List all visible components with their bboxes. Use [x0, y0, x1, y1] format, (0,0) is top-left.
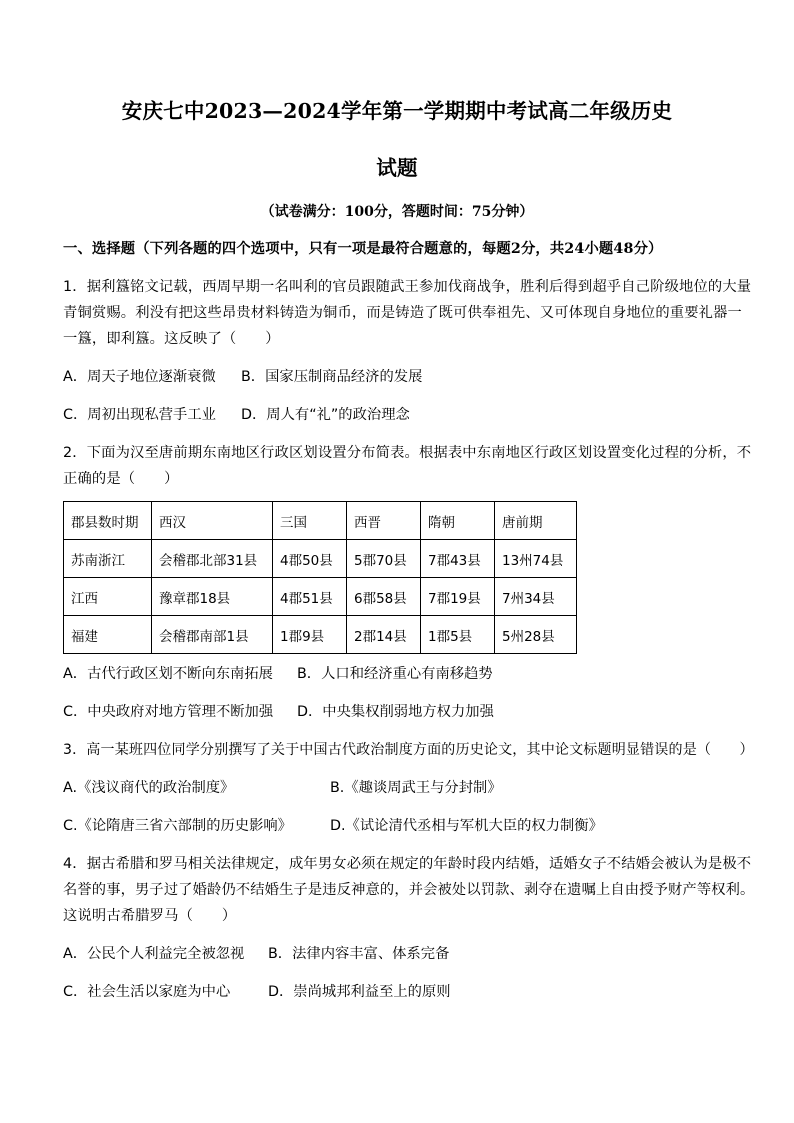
table-cell: 2郡14县: [347, 616, 421, 654]
table-cell: 苏南浙江: [64, 540, 152, 578]
q3-option-c: C.《论隋唐三省六部制的历史影响》: [63, 818, 292, 834]
table-cell: 5郡70县: [347, 540, 421, 578]
table-cell: 江西: [64, 578, 152, 616]
table-cell: 4郡50县: [273, 540, 347, 578]
exam-subtitle: （试卷满分：100分，答题时间：75分钟）: [260, 204, 534, 220]
table-cell: 13州74县: [495, 540, 577, 578]
q2-option-d: D．中央集权削弱地方权力加强: [297, 704, 494, 720]
q3-option-b: B.《趣谈周武王与分封制》: [330, 780, 502, 796]
q1-option-b: B．国家压制商品经济的发展: [241, 369, 423, 385]
table-header-cell: 三国: [273, 502, 347, 540]
table-header-row: [64, 502, 577, 540]
q4-option-d: D．崇尚城邦利益至上的原则: [268, 984, 451, 1000]
table-cell: 会稽郡北部31县: [152, 540, 273, 578]
q4-line-1: 4．据古希腊和罗马相关法律规定，成年男女必须在规定的年龄时段内结婚，适婚女子不结婚会被认为是极不: [63, 856, 752, 872]
q1-line-3: 一簋，即利簋。这反映了（ ）: [63, 331, 280, 347]
q4-option-a: A．公民个人利益完全被忽视: [63, 946, 245, 962]
q2-option-b: B．人口和经济重心有南移趋势: [297, 666, 493, 682]
q1-option-a: A．周天子地位逐渐衰微: [63, 369, 216, 385]
q2-option-a: A．古代行政区划不断向东南拓展: [63, 666, 273, 682]
table-row: [64, 540, 577, 578]
table-cell: 福建: [64, 616, 152, 654]
table-cell: 会稽郡南部1县: [152, 616, 273, 654]
table-cell: 豫章郡18县: [152, 578, 273, 616]
q3-line-1: 3．高一某班四位同学分别撰写了关于中国古代政治制度方面的历史论文，其中论文标题明显错误的是（ ）: [63, 742, 754, 758]
admin-division-table: [63, 501, 577, 654]
table-cell: 4郡51县: [273, 578, 347, 616]
table-header-cell: 唐前期: [495, 502, 577, 540]
table-cell: 7郡19县: [421, 578, 495, 616]
exam-title-line2: 试题: [376, 156, 418, 180]
q3-option-d: D.《试论清代丞相与军机大臣的权力制衡》: [330, 818, 603, 834]
q1-line-1: 1．据利簋铭文记载，西周早期一名叫利的官员跟随武王参加伐商战争，胜利后得到超乎自己阶级地位的大量: [63, 279, 752, 295]
table-cell: 5州28县: [495, 616, 577, 654]
q1-option-d: D．周人有“礼”的政治理念: [241, 407, 410, 423]
q3-option-a: A.《浅议商代的政治制度》: [63, 780, 235, 796]
table-header-cell: 郡县数时期: [64, 502, 152, 540]
q4-option-b: B．法律内容丰富、体系完备: [268, 946, 450, 962]
section-heading: 一、选择题（下列各题的四个选项中，只有一项是最符合题意的，每题2分，共24小题48分）: [63, 241, 663, 257]
q4-option-c: C．社会生活以家庭为中心: [63, 984, 231, 1000]
table-cell: 7郡43县: [421, 540, 495, 578]
q2-option-c: C．中央政府对地方管理不断加强: [63, 704, 274, 720]
q2-line-1: 2．下面为汉至唐前期东南地区行政区划设置分布简表。根据表中东南地区行政区划设置变化过程的分析，不: [63, 445, 752, 461]
q4-line-2: 名誉的事，男子过了婚龄仍不结婚生子是违反神意的，并会被处以罚款、剥夺在遗嘱上自由授予财产等权利。: [63, 882, 755, 898]
exam-title-line1: 安庆七中2023—2024学年第一学期期中考试高二年级历史: [121, 99, 673, 123]
q1-line-2: 青铜赏赐。利没有把这些昂贵材料铸造为铜币，而是铸造了既可供奉祖先、又可体现自身地位的重要礼器一: [63, 305, 742, 321]
table-header-cell: 隋朝: [421, 502, 495, 540]
table-header-cell: 西汉: [152, 502, 273, 540]
table-cell: 1郡5县: [421, 616, 495, 654]
q1-option-c: C．周初出现私营手工业: [63, 407, 216, 423]
q2-line-2: 正确的是（ ）: [63, 471, 179, 487]
table-cell: 1郡9县: [273, 616, 347, 654]
table-row: [64, 578, 577, 616]
table-cell: 6郡58县: [347, 578, 421, 616]
table-header-cell: 西晋: [347, 502, 421, 540]
table-cell: 7州34县: [495, 578, 577, 616]
table-row: [64, 616, 577, 654]
q4-line-3: 这说明古希腊罗马（ ）: [63, 908, 237, 924]
